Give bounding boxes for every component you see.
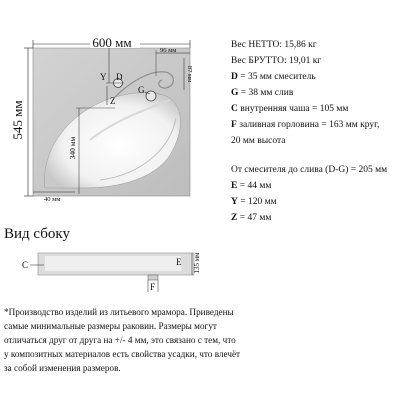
spec-y-key: Y [231,197,238,207]
label-g: G [138,85,145,95]
label-y: Y [100,72,107,82]
spec-gross-weight: Вес БРУТТО: 19,01 кг [231,56,322,66]
dim-depth-label: 545 мм [10,100,25,140]
dim-135-label: 135 мм [193,252,201,274]
footnote-line-4: у композитных материалов есть свойства усадки, что влечёт [4,349,241,359]
spec-net-weight: Вес НЕТТО: 15,86 кг [231,40,317,50]
label-d: D [116,72,123,82]
spec-y [231,197,277,208]
spec-g-key: G [231,88,239,98]
spec-g-text: = 38 мм слив [238,88,294,98]
spec-d-text: = 35 мм смеситель [237,72,316,82]
spec-y-text: = 120 мм [237,197,277,207]
spec-z-text: = 47 мм [237,213,272,223]
spec-c [231,104,348,115]
footnote-line-1: *Производство изделий из литьевого мрамора. Приведены [4,307,234,317]
spec-f [231,120,379,131]
spec-d-key: D [231,72,238,82]
spec-e [231,181,271,192]
side-label-e: E [176,257,182,267]
spec-e-text: = 44 мм [237,181,272,191]
dim-340-label: 340 мм [68,136,77,160]
label-z: Z [110,96,116,106]
spec-c-key: C [231,104,238,114]
spec-f-key: F [231,120,237,130]
spec-mixer-drain: От смесителя до слива (D-G) = 205 мм [231,165,388,175]
dim-96-label: 96 мм [160,47,177,54]
spec-g [231,88,293,99]
footnote-line-3: отличаться друг от друга на +/- 4 мм, это связано с тем, что [4,335,236,345]
side-view-title: Вид сбоку [4,226,70,242]
side-label-c: C [22,260,29,270]
side-view-drain-neck [148,275,158,280]
side-view-inner-bowl [45,256,181,271]
spec-z [231,213,271,224]
dim-40-label: 40 мм [44,196,61,203]
dim-width-label: 600 мм [92,35,132,50]
spec-f-height: 20 мм высота [231,136,286,146]
spec-c-text: внутренняя чаша = 105 мм [237,104,349,114]
side-label-f: F [150,282,156,292]
spec-d [231,72,316,83]
dim-87-label: 87 мм [186,65,193,83]
spec-z-key: Z [231,213,238,223]
footnote-line-5: за собой изменения размеров. [4,363,121,373]
footnote-line-2: самые минимальные размеры раковин. Размеры могут [4,321,217,331]
spec-e-key: E [231,181,238,191]
spec-f-text: заливная горловина = 163 мм круг, [236,120,380,130]
drain-hole [146,91,156,101]
